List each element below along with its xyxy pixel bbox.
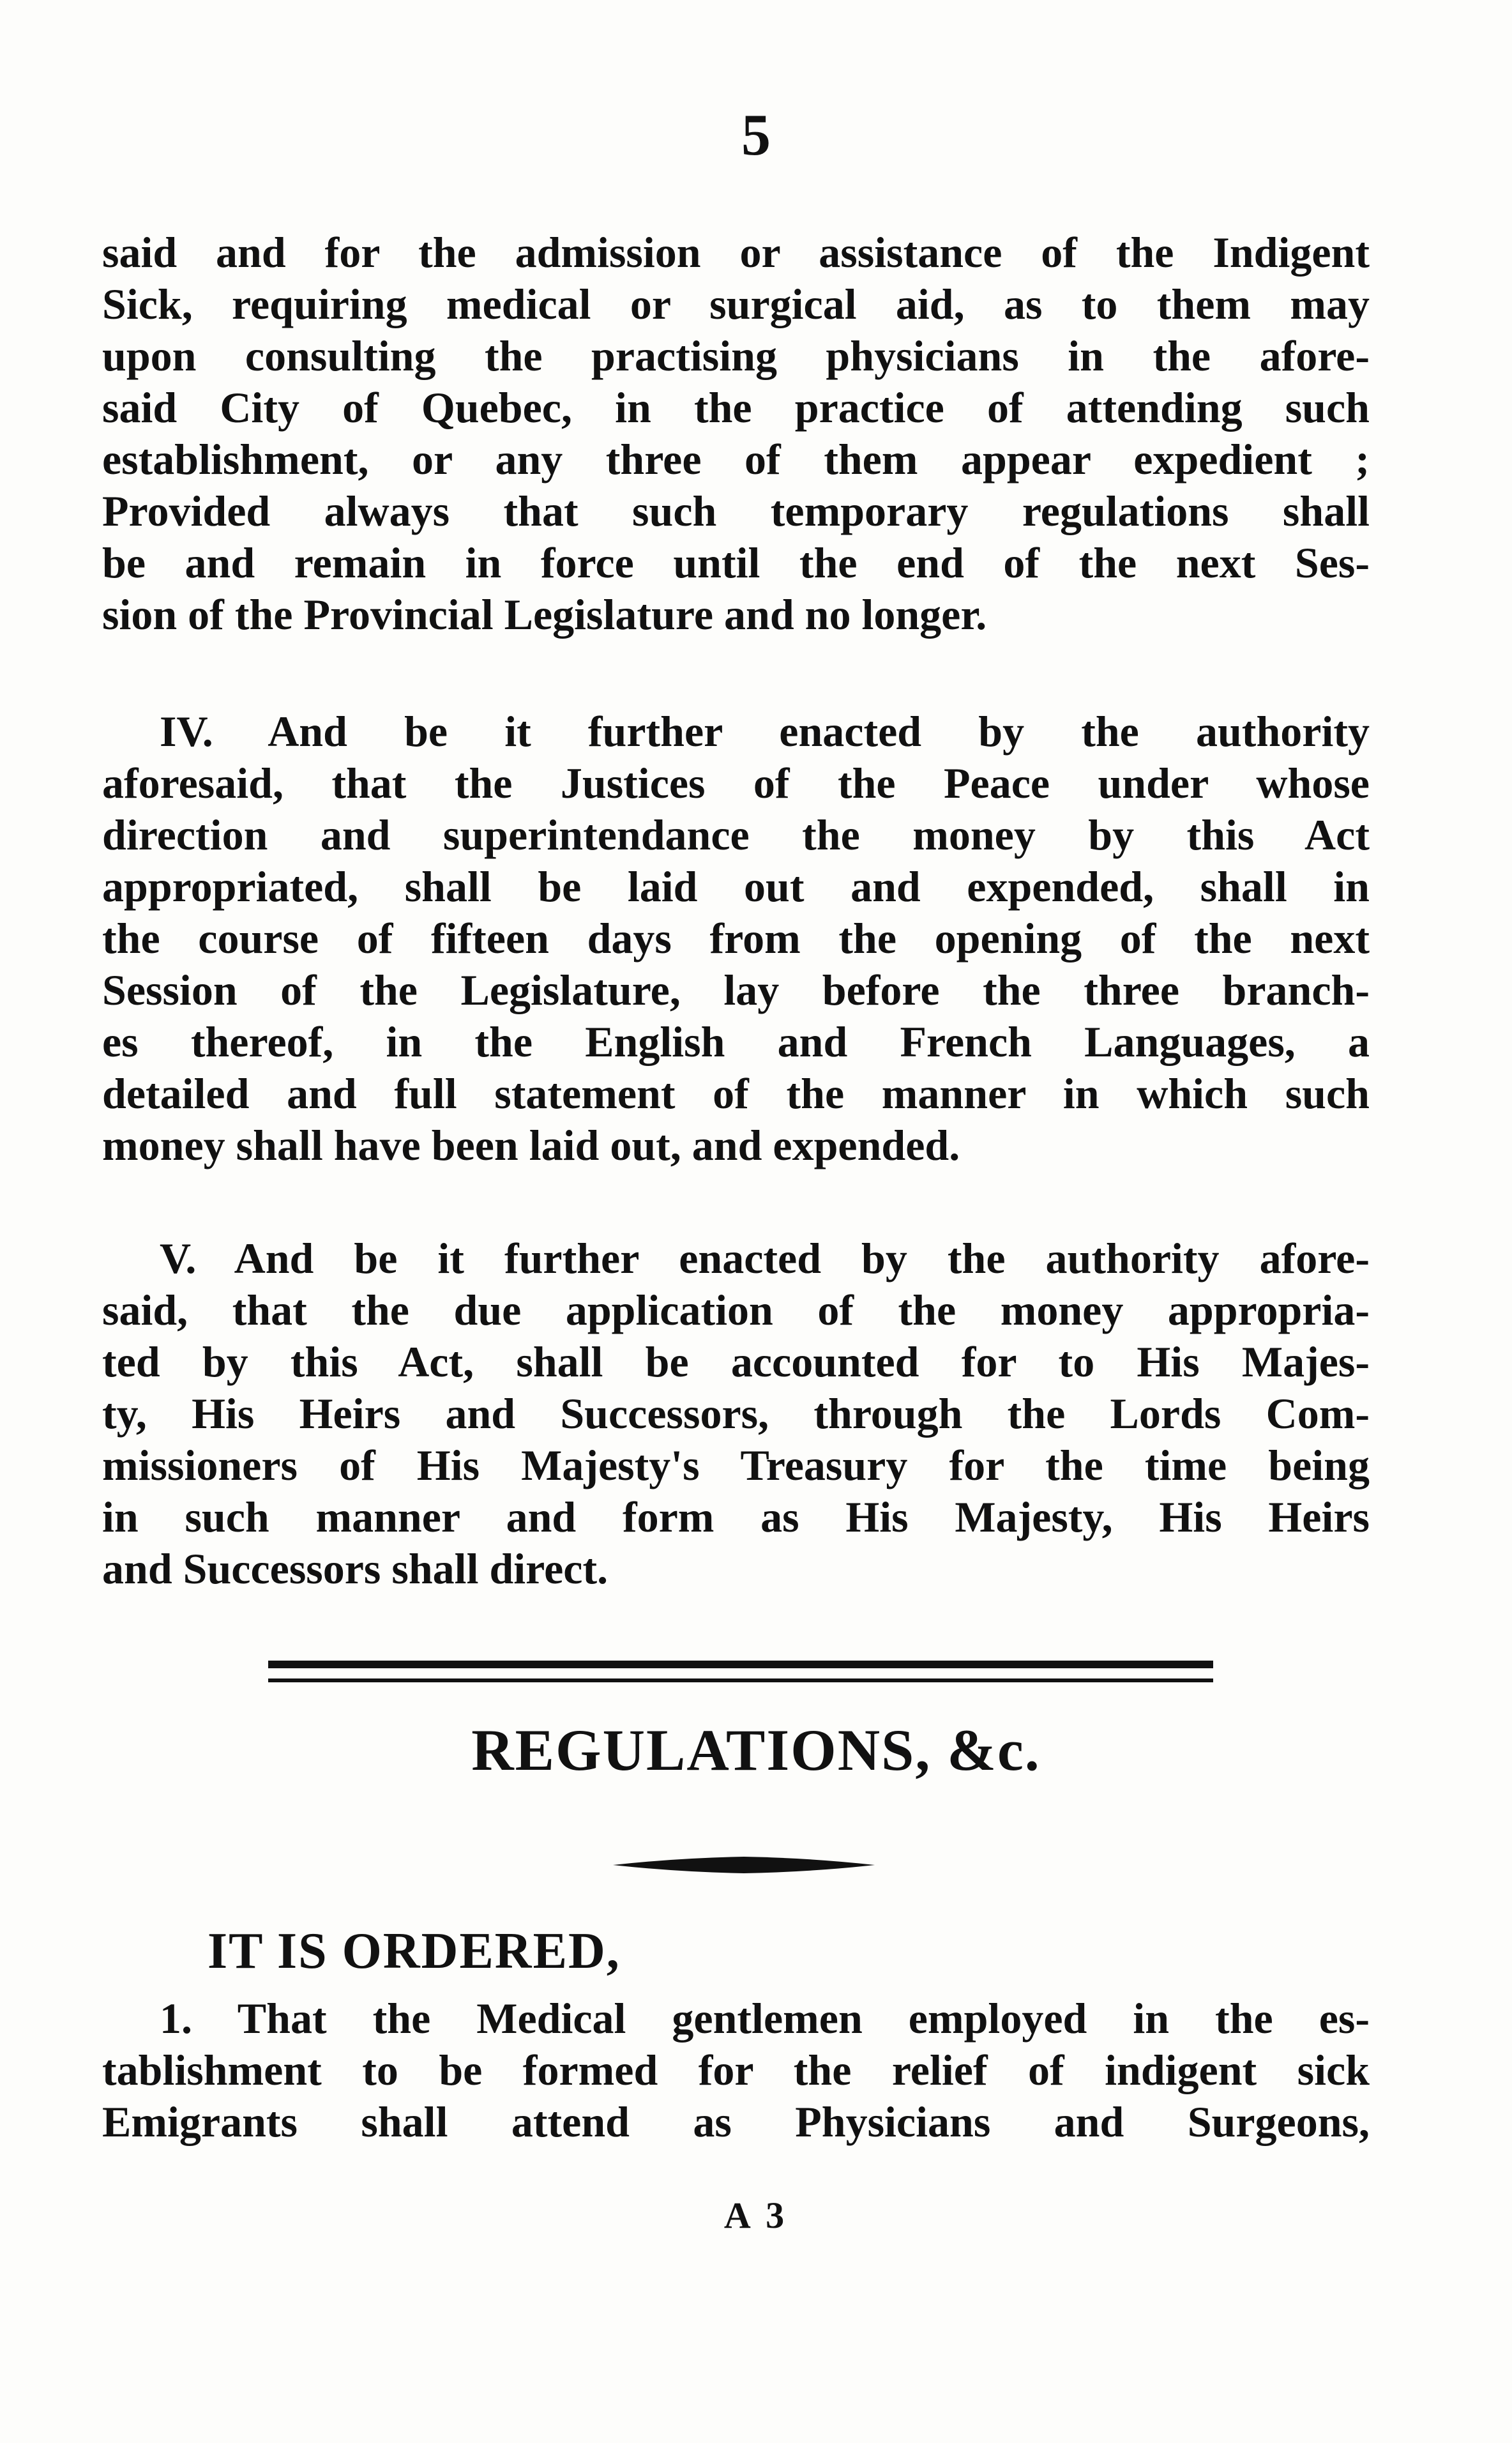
signature-mark: A 3: [723, 2195, 789, 2236]
ornamental-divider: [613, 1855, 875, 1875]
text-line: ty, His Heirs and Successors, through the Lords Com-: [102, 1389, 1370, 1438]
section-divider-rule: [268, 1661, 1213, 1682]
text-line: es thereof, in the English and French Languages, a: [102, 1017, 1370, 1066]
text-line: in such manner and form as His Majesty, His Heirs: [102, 1493, 1370, 1541]
text-line: establishment, or any three of them appear expedient ;: [102, 435, 1370, 483]
text-line: the course of fifteen days from the opening of the next: [102, 914, 1370, 963]
text-line: appropriated, shall be laid out and expended, shall in: [102, 862, 1370, 911]
text-line: direction and superintendance the money by this Act: [102, 811, 1370, 859]
text-line: ted by this Act, shall be accounted for to His Majes-: [102, 1337, 1370, 1386]
regulation-first-line: 1. That the Medical gentlemen employed in the es-: [160, 1994, 1370, 2043]
text-line: said, that the due application of the money appropria-: [102, 1286, 1370, 1334]
text-line: sion of the Provincial Legislature and no longer.: [102, 590, 987, 639]
section-v-first-line: V. And be it further enacted by the authority afore-: [160, 1234, 1370, 1282]
page-number: 5: [741, 102, 771, 167]
section-iii-continuation: [102, 227, 1370, 641]
text-line: be and remain in force until the end of the next Ses-: [102, 538, 1370, 587]
text-line: and Successors shall direct.: [102, 1544, 609, 1593]
text-line: tablishment to be formed for the relief of indigent sick: [102, 2046, 1370, 2094]
regulation-1: [102, 1993, 1370, 2148]
section-v: [102, 1233, 1370, 1595]
section-iv-first-line: IV. And be it further enacted by the authority: [160, 707, 1370, 756]
regulations-heading: REGULATIONS, &c.: [471, 1717, 1041, 1783]
text-line: Provided always that such temporary regulations shall: [102, 487, 1370, 535]
text-line: Session of the Legislature, lay before the three branch-: [102, 966, 1370, 1014]
text-line: money shall have been laid out, and expended.: [102, 1121, 960, 1169]
text-line: upon consulting the practising physicians in the afore-: [102, 331, 1370, 380]
ordered-subheading: IT IS ORDERED,: [208, 1923, 621, 1979]
text-line: missioners of His Majesty's Treasury for the time being: [102, 1441, 1370, 1489]
text-line: said City of Quebec, in the practice of attending such: [102, 383, 1370, 432]
section-iv: [102, 706, 1370, 1171]
text-line: detailed and full statement of the manner in which such: [102, 1069, 1370, 1118]
text-line: said and for the admission or assistance of the Indigent: [102, 228, 1370, 277]
text-line: aforesaid, that the Justices of the Peace under whose: [102, 759, 1370, 807]
text-line: Emigrants shall attend as Physicians and Surgeons,: [102, 2097, 1370, 2146]
text-line: Sick, requiring medical or surgical aid, as to them may: [102, 280, 1370, 328]
